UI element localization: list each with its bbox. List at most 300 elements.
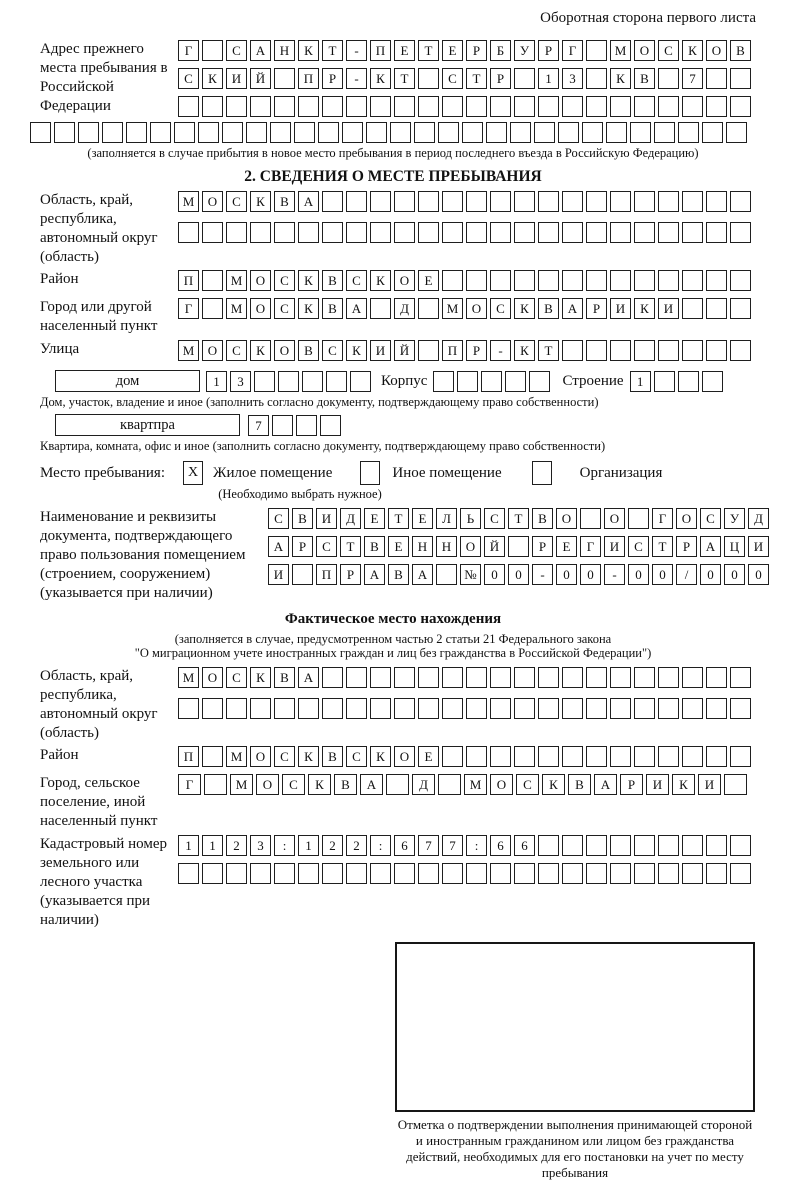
char-cell[interactable] bbox=[682, 191, 703, 212]
char-cell[interactable] bbox=[682, 96, 703, 117]
char-cell[interactable] bbox=[610, 340, 631, 361]
char-cell[interactable]: С bbox=[442, 68, 463, 89]
char-cell[interactable] bbox=[562, 222, 583, 243]
char-cell[interactable] bbox=[586, 863, 607, 884]
char-cell[interactable]: В bbox=[292, 508, 313, 529]
char-cell[interactable]: В bbox=[532, 508, 553, 529]
char-cell[interactable] bbox=[394, 698, 415, 719]
char-cell[interactable] bbox=[586, 698, 607, 719]
char-cell[interactable]: Д bbox=[412, 774, 435, 795]
char-cell[interactable]: М bbox=[226, 298, 247, 319]
char-cell[interactable]: С bbox=[178, 68, 199, 89]
char-cell[interactable]: К bbox=[250, 667, 271, 688]
char-cell[interactable]: П bbox=[178, 270, 199, 291]
char-cell[interactable]: К bbox=[346, 340, 367, 361]
char-cell[interactable]: 7 bbox=[248, 415, 269, 436]
char-cell[interactable] bbox=[634, 746, 655, 767]
char-cell[interactable] bbox=[658, 746, 679, 767]
char-cell[interactable]: О bbox=[394, 746, 415, 767]
checkbox-organization[interactable] bbox=[532, 461, 552, 485]
char-cell[interactable] bbox=[346, 667, 367, 688]
char-cell[interactable]: О bbox=[394, 270, 415, 291]
char-cell[interactable] bbox=[538, 222, 559, 243]
char-cell[interactable]: Р bbox=[292, 536, 313, 557]
char-cell[interactable]: Т bbox=[322, 40, 343, 61]
char-cell[interactable]: - bbox=[490, 340, 511, 361]
char-cell[interactable] bbox=[433, 371, 454, 392]
char-cell[interactable]: К bbox=[202, 68, 223, 89]
char-cell[interactable] bbox=[202, 298, 223, 319]
char-cell[interactable] bbox=[706, 270, 727, 291]
char-cell[interactable]: Л bbox=[436, 508, 457, 529]
char-cell[interactable]: В bbox=[634, 68, 655, 89]
char-cell[interactable] bbox=[730, 68, 751, 89]
char-cell[interactable]: А bbox=[562, 298, 583, 319]
char-cell[interactable] bbox=[414, 122, 435, 143]
char-cell[interactable] bbox=[706, 698, 727, 719]
char-cell[interactable] bbox=[658, 68, 679, 89]
char-cell[interactable] bbox=[346, 698, 367, 719]
char-cell[interactable] bbox=[298, 222, 319, 243]
char-cell[interactable]: - bbox=[604, 564, 625, 585]
char-cell[interactable]: - bbox=[532, 564, 553, 585]
char-cell[interactable]: Т bbox=[652, 536, 673, 557]
char-cell[interactable] bbox=[514, 698, 535, 719]
char-cell[interactable] bbox=[610, 863, 631, 884]
char-cell[interactable]: 3 bbox=[250, 835, 271, 856]
char-cell[interactable]: Т bbox=[388, 508, 409, 529]
char-cell[interactable] bbox=[538, 667, 559, 688]
char-cell[interactable] bbox=[250, 863, 271, 884]
char-cell[interactable]: О bbox=[202, 667, 223, 688]
char-cell[interactable] bbox=[386, 774, 409, 795]
char-cell[interactable] bbox=[292, 564, 313, 585]
char-cell[interactable] bbox=[442, 222, 463, 243]
char-cell[interactable]: О bbox=[250, 746, 271, 767]
char-cell[interactable] bbox=[730, 340, 751, 361]
char-cell[interactable]: О bbox=[634, 40, 655, 61]
char-cell[interactable] bbox=[438, 122, 459, 143]
char-cell[interactable]: К bbox=[298, 270, 319, 291]
char-cell[interactable]: О bbox=[466, 298, 487, 319]
char-cell[interactable]: Е bbox=[556, 536, 577, 557]
char-cell[interactable]: В bbox=[322, 746, 343, 767]
char-cell[interactable]: В bbox=[334, 774, 357, 795]
char-cell[interactable] bbox=[562, 667, 583, 688]
char-cell[interactable] bbox=[438, 774, 461, 795]
char-cell[interactable] bbox=[586, 667, 607, 688]
char-cell[interactable]: Ь bbox=[460, 508, 481, 529]
char-cell[interactable] bbox=[586, 270, 607, 291]
char-cell[interactable] bbox=[538, 96, 559, 117]
char-cell[interactable] bbox=[658, 340, 679, 361]
char-cell[interactable] bbox=[490, 698, 511, 719]
char-cell[interactable] bbox=[202, 746, 223, 767]
char-cell[interactable]: П bbox=[298, 68, 319, 89]
char-cell[interactable] bbox=[198, 122, 219, 143]
char-cell[interactable] bbox=[326, 371, 347, 392]
char-cell[interactable]: К bbox=[250, 340, 271, 361]
char-cell[interactable]: Д bbox=[394, 298, 415, 319]
char-cell[interactable]: / bbox=[676, 564, 697, 585]
char-cell[interactable] bbox=[466, 222, 487, 243]
char-cell[interactable] bbox=[178, 222, 199, 243]
char-cell[interactable] bbox=[342, 122, 363, 143]
char-cell[interactable] bbox=[250, 698, 271, 719]
char-cell[interactable] bbox=[320, 415, 341, 436]
char-cell[interactable] bbox=[226, 698, 247, 719]
char-cell[interactable] bbox=[302, 371, 323, 392]
char-cell[interactable]: 0 bbox=[652, 564, 673, 585]
char-cell[interactable] bbox=[418, 222, 439, 243]
char-cell[interactable]: О bbox=[250, 298, 271, 319]
char-cell[interactable]: Т bbox=[340, 536, 361, 557]
char-cell[interactable]: - bbox=[346, 68, 367, 89]
char-cell[interactable] bbox=[370, 698, 391, 719]
char-cell[interactable] bbox=[730, 835, 751, 856]
char-cell[interactable] bbox=[706, 667, 727, 688]
char-cell[interactable]: Д bbox=[340, 508, 361, 529]
char-cell[interactable] bbox=[706, 746, 727, 767]
char-cell[interactable] bbox=[658, 835, 679, 856]
char-cell[interactable] bbox=[278, 371, 299, 392]
char-cell[interactable]: 3 bbox=[230, 371, 251, 392]
char-cell[interactable]: 0 bbox=[724, 564, 745, 585]
char-cell[interactable]: О bbox=[202, 191, 223, 212]
char-cell[interactable]: В bbox=[274, 191, 295, 212]
char-cell[interactable] bbox=[634, 667, 655, 688]
char-cell[interactable] bbox=[457, 371, 478, 392]
char-cell[interactable]: А bbox=[412, 564, 433, 585]
char-cell[interactable]: Е bbox=[418, 746, 439, 767]
char-cell[interactable] bbox=[178, 96, 199, 117]
char-cell[interactable] bbox=[726, 122, 747, 143]
char-cell[interactable]: Р bbox=[532, 536, 553, 557]
char-cell[interactable]: 6 bbox=[490, 835, 511, 856]
char-cell[interactable] bbox=[298, 863, 319, 884]
char-cell[interactable] bbox=[610, 222, 631, 243]
char-cell[interactable] bbox=[274, 698, 295, 719]
char-cell[interactable]: А bbox=[268, 536, 289, 557]
char-cell[interactable]: Г bbox=[562, 40, 583, 61]
char-cell[interactable] bbox=[514, 222, 535, 243]
char-cell[interactable] bbox=[582, 122, 603, 143]
char-cell[interactable] bbox=[466, 270, 487, 291]
char-cell[interactable] bbox=[562, 746, 583, 767]
char-cell[interactable] bbox=[702, 122, 723, 143]
char-cell[interactable]: И bbox=[748, 536, 769, 557]
char-cell[interactable]: К bbox=[514, 298, 535, 319]
char-cell[interactable]: Г bbox=[178, 40, 199, 61]
char-cell[interactable]: 0 bbox=[556, 564, 577, 585]
char-cell[interactable] bbox=[78, 122, 99, 143]
char-cell[interactable] bbox=[658, 96, 679, 117]
char-cell[interactable]: Й bbox=[394, 340, 415, 361]
char-cell[interactable] bbox=[436, 564, 457, 585]
char-cell[interactable] bbox=[274, 863, 295, 884]
char-cell[interactable]: 0 bbox=[748, 564, 769, 585]
char-cell[interactable] bbox=[370, 667, 391, 688]
char-cell[interactable] bbox=[226, 96, 247, 117]
char-cell[interactable]: 7 bbox=[418, 835, 439, 856]
char-cell[interactable]: М bbox=[178, 191, 199, 212]
char-cell[interactable]: К bbox=[682, 40, 703, 61]
char-cell[interactable] bbox=[514, 863, 535, 884]
char-cell[interactable]: К bbox=[308, 774, 331, 795]
char-cell[interactable]: Е bbox=[418, 270, 439, 291]
char-cell[interactable]: 1 bbox=[538, 68, 559, 89]
char-cell[interactable]: Д bbox=[748, 508, 769, 529]
char-cell[interactable] bbox=[538, 698, 559, 719]
char-cell[interactable]: 1 bbox=[630, 371, 651, 392]
char-cell[interactable]: П bbox=[178, 746, 199, 767]
char-cell[interactable] bbox=[418, 298, 439, 319]
char-cell[interactable] bbox=[706, 68, 727, 89]
char-cell[interactable] bbox=[706, 863, 727, 884]
char-cell[interactable] bbox=[586, 40, 607, 61]
char-cell[interactable] bbox=[730, 270, 751, 291]
char-cell[interactable] bbox=[658, 222, 679, 243]
char-cell[interactable] bbox=[730, 698, 751, 719]
char-cell[interactable]: С bbox=[226, 40, 247, 61]
char-cell[interactable]: С bbox=[226, 340, 247, 361]
char-cell[interactable]: К bbox=[542, 774, 565, 795]
char-cell[interactable]: М bbox=[178, 340, 199, 361]
char-cell[interactable]: Г bbox=[178, 774, 201, 795]
char-cell[interactable]: : bbox=[466, 835, 487, 856]
char-cell[interactable] bbox=[246, 122, 267, 143]
char-cell[interactable]: Е bbox=[364, 508, 385, 529]
char-cell[interactable]: Р bbox=[466, 40, 487, 61]
checkbox-other-premises[interactable] bbox=[360, 461, 380, 485]
char-cell[interactable] bbox=[296, 415, 317, 436]
char-cell[interactable]: О bbox=[490, 774, 513, 795]
char-cell[interactable]: О bbox=[676, 508, 697, 529]
char-cell[interactable] bbox=[562, 270, 583, 291]
char-cell[interactable]: В bbox=[322, 298, 343, 319]
char-cell[interactable]: А bbox=[360, 774, 383, 795]
char-cell[interactable]: И bbox=[370, 340, 391, 361]
char-cell[interactable]: М bbox=[226, 746, 247, 767]
char-cell[interactable]: Н bbox=[412, 536, 433, 557]
char-cell[interactable] bbox=[508, 536, 529, 557]
char-cell[interactable] bbox=[466, 698, 487, 719]
char-cell[interactable] bbox=[562, 191, 583, 212]
char-cell[interactable] bbox=[634, 222, 655, 243]
char-cell[interactable] bbox=[298, 698, 319, 719]
char-cell[interactable] bbox=[466, 667, 487, 688]
char-cell[interactable]: Т bbox=[394, 68, 415, 89]
char-cell[interactable]: С bbox=[628, 536, 649, 557]
char-cell[interactable] bbox=[418, 68, 439, 89]
char-cell[interactable] bbox=[390, 122, 411, 143]
char-cell[interactable]: П bbox=[316, 564, 337, 585]
char-cell[interactable]: М bbox=[442, 298, 463, 319]
char-cell[interactable]: Р bbox=[586, 298, 607, 319]
char-cell[interactable] bbox=[538, 746, 559, 767]
char-cell[interactable]: Т bbox=[508, 508, 529, 529]
char-cell[interactable]: 3 bbox=[562, 68, 583, 89]
char-cell[interactable] bbox=[370, 222, 391, 243]
char-cell[interactable]: С bbox=[274, 746, 295, 767]
char-cell[interactable] bbox=[394, 191, 415, 212]
char-cell[interactable] bbox=[514, 746, 535, 767]
char-cell[interactable]: М bbox=[226, 270, 247, 291]
char-cell[interactable]: 1 bbox=[202, 835, 223, 856]
char-cell[interactable] bbox=[270, 122, 291, 143]
char-cell[interactable]: В bbox=[364, 536, 385, 557]
char-cell[interactable] bbox=[322, 667, 343, 688]
char-cell[interactable]: С bbox=[268, 508, 289, 529]
char-cell[interactable] bbox=[634, 835, 655, 856]
char-cell[interactable] bbox=[562, 835, 583, 856]
char-cell[interactable] bbox=[370, 863, 391, 884]
char-cell[interactable]: А bbox=[364, 564, 385, 585]
char-cell[interactable] bbox=[730, 863, 751, 884]
char-cell[interactable]: Р bbox=[538, 40, 559, 61]
char-cell[interactable] bbox=[634, 863, 655, 884]
char-cell[interactable]: О bbox=[256, 774, 279, 795]
char-cell[interactable] bbox=[510, 122, 531, 143]
char-cell[interactable]: С bbox=[226, 667, 247, 688]
char-cell[interactable]: : bbox=[274, 835, 295, 856]
char-cell[interactable]: С bbox=[322, 340, 343, 361]
char-cell[interactable]: С bbox=[282, 774, 305, 795]
char-cell[interactable]: В bbox=[298, 340, 319, 361]
char-cell[interactable] bbox=[174, 122, 195, 143]
char-cell[interactable] bbox=[610, 835, 631, 856]
char-cell[interactable]: Т bbox=[418, 40, 439, 61]
char-cell[interactable]: С bbox=[226, 191, 247, 212]
char-cell[interactable] bbox=[226, 863, 247, 884]
char-cell[interactable] bbox=[730, 746, 751, 767]
char-cell[interactable] bbox=[442, 746, 463, 767]
char-cell[interactable]: С bbox=[658, 40, 679, 61]
char-cell[interactable] bbox=[322, 222, 343, 243]
char-cell[interactable]: Е bbox=[394, 40, 415, 61]
char-cell[interactable] bbox=[466, 863, 487, 884]
char-cell[interactable] bbox=[682, 222, 703, 243]
char-cell[interactable] bbox=[54, 122, 75, 143]
char-cell[interactable]: Е bbox=[442, 40, 463, 61]
char-cell[interactable] bbox=[126, 122, 147, 143]
char-cell[interactable] bbox=[481, 371, 502, 392]
char-cell[interactable] bbox=[394, 96, 415, 117]
char-cell[interactable]: К bbox=[370, 746, 391, 767]
char-cell[interactable] bbox=[346, 222, 367, 243]
char-cell[interactable]: С bbox=[274, 270, 295, 291]
char-cell[interactable] bbox=[322, 863, 343, 884]
char-cell[interactable]: 7 bbox=[442, 835, 463, 856]
char-cell[interactable]: В bbox=[538, 298, 559, 319]
char-cell[interactable] bbox=[442, 191, 463, 212]
char-cell[interactable] bbox=[610, 667, 631, 688]
char-cell[interactable] bbox=[529, 371, 550, 392]
char-cell[interactable]: У bbox=[514, 40, 535, 61]
char-cell[interactable] bbox=[222, 122, 243, 143]
char-cell[interactable]: С bbox=[274, 298, 295, 319]
char-cell[interactable]: К bbox=[610, 68, 631, 89]
char-cell[interactable]: О bbox=[460, 536, 481, 557]
char-cell[interactable] bbox=[370, 191, 391, 212]
char-cell[interactable] bbox=[350, 371, 371, 392]
char-cell[interactable] bbox=[202, 698, 223, 719]
char-cell[interactable]: 2 bbox=[226, 835, 247, 856]
char-cell[interactable]: К bbox=[370, 68, 391, 89]
char-cell[interactable]: И bbox=[268, 564, 289, 585]
char-cell[interactable]: Р bbox=[340, 564, 361, 585]
char-cell[interactable] bbox=[678, 122, 699, 143]
char-cell[interactable]: Е bbox=[388, 536, 409, 557]
char-cell[interactable] bbox=[562, 698, 583, 719]
char-cell[interactable]: К bbox=[250, 191, 271, 212]
char-cell[interactable] bbox=[418, 667, 439, 688]
char-cell[interactable] bbox=[442, 270, 463, 291]
char-cell[interactable] bbox=[678, 371, 699, 392]
char-cell[interactable]: 2 bbox=[322, 835, 343, 856]
char-cell[interactable] bbox=[514, 667, 535, 688]
char-cell[interactable] bbox=[150, 122, 171, 143]
char-cell[interactable] bbox=[634, 340, 655, 361]
char-cell[interactable] bbox=[586, 340, 607, 361]
char-cell[interactable]: С bbox=[346, 270, 367, 291]
char-cell[interactable] bbox=[250, 96, 271, 117]
char-cell[interactable]: О bbox=[274, 340, 295, 361]
char-cell[interactable] bbox=[562, 863, 583, 884]
char-cell[interactable]: С bbox=[700, 508, 721, 529]
char-cell[interactable]: О bbox=[706, 40, 727, 61]
char-cell[interactable]: К bbox=[298, 746, 319, 767]
char-cell[interactable] bbox=[490, 270, 511, 291]
char-cell[interactable] bbox=[730, 298, 751, 319]
char-cell[interactable] bbox=[610, 96, 631, 117]
char-cell[interactable]: Т bbox=[538, 340, 559, 361]
char-cell[interactable]: С bbox=[516, 774, 539, 795]
char-cell[interactable] bbox=[658, 270, 679, 291]
char-cell[interactable] bbox=[562, 340, 583, 361]
char-cell[interactable]: Т bbox=[466, 68, 487, 89]
char-cell[interactable] bbox=[682, 835, 703, 856]
char-cell[interactable]: К bbox=[634, 298, 655, 319]
char-cell[interactable] bbox=[418, 863, 439, 884]
char-cell[interactable]: Г bbox=[580, 536, 601, 557]
char-cell[interactable] bbox=[706, 96, 727, 117]
char-cell[interactable]: В bbox=[568, 774, 591, 795]
char-cell[interactable]: О bbox=[604, 508, 625, 529]
char-cell[interactable] bbox=[418, 96, 439, 117]
char-cell[interactable] bbox=[706, 835, 727, 856]
char-cell[interactable]: Б bbox=[490, 40, 511, 61]
char-cell[interactable]: № bbox=[460, 564, 481, 585]
char-cell[interactable] bbox=[202, 40, 223, 61]
char-cell[interactable]: М bbox=[610, 40, 631, 61]
char-cell[interactable]: М bbox=[230, 774, 253, 795]
char-cell[interactable] bbox=[466, 746, 487, 767]
char-cell[interactable] bbox=[346, 96, 367, 117]
char-cell[interactable]: Р bbox=[466, 340, 487, 361]
char-cell[interactable]: Р bbox=[620, 774, 643, 795]
char-cell[interactable] bbox=[730, 667, 751, 688]
char-cell[interactable] bbox=[634, 270, 655, 291]
char-cell[interactable] bbox=[634, 698, 655, 719]
char-cell[interactable] bbox=[394, 667, 415, 688]
char-cell[interactable]: О bbox=[202, 340, 223, 361]
char-cell[interactable] bbox=[370, 96, 391, 117]
char-cell[interactable]: И bbox=[646, 774, 669, 795]
char-cell[interactable] bbox=[634, 191, 655, 212]
char-cell[interactable] bbox=[274, 96, 295, 117]
char-cell[interactable] bbox=[682, 270, 703, 291]
